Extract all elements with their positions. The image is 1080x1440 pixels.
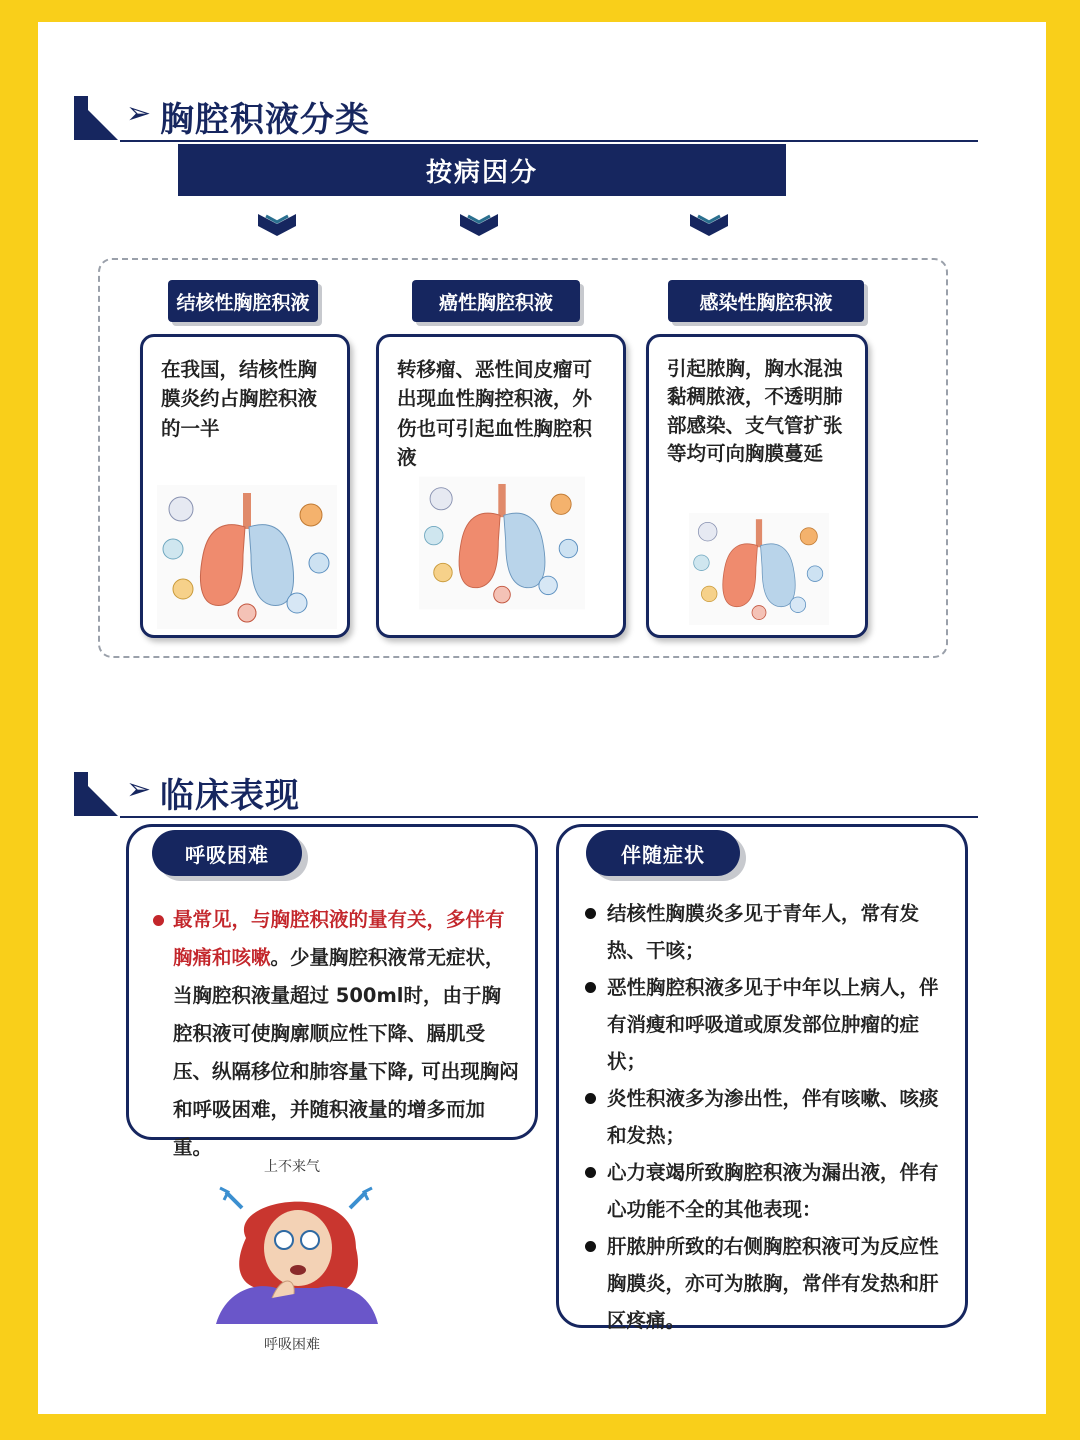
dyspnea-highlight: 最常见，与胸腔积液的量有关，多伴有胸痛和咳嗽 <box>173 908 505 969</box>
bullet-dot <box>153 915 164 926</box>
chevron-down-icon <box>256 206 298 240</box>
lung-illustration <box>679 513 839 625</box>
category-tag-infectious: 感染性胸腔积液 <box>668 280 864 322</box>
symptoms-list <box>585 895 957 1339</box>
category-description: 在我国，结核性胸膜炎约占胸腔积液的一半 <box>161 358 318 440</box>
category-card-tuberculous <box>140 334 350 638</box>
category-description: 引起脓胸，胸水混浊黏稠脓液，不透明肺部感染、支气管扩张等均可向胸膜蔓延 <box>667 357 843 465</box>
list-item: 肝脓肿所致的右侧胸腔积液可为反应性胸膜炎，亦可为脓胸，常伴有发热和肝区疼痛。 <box>585 1228 957 1339</box>
lung-illustration <box>157 485 337 629</box>
breathless-person-illustration <box>206 1178 386 1324</box>
symptoms-panel <box>556 824 968 1332</box>
section-title: 临床表现 <box>160 776 300 816</box>
section-header-classification <box>74 88 978 148</box>
dyspnea-description <box>173 901 519 1167</box>
list-item: 恶性胸腔积液多见于中年以上病人，伴有消瘦和呼吸道或原发部位肿瘤的症状； <box>585 969 957 1080</box>
category-tag-malignant: 癌性胸腔积液 <box>412 280 580 322</box>
page <box>38 22 1046 1414</box>
illustration-caption-top: 上不来气 <box>264 1159 320 1175</box>
section-header-clinical <box>74 764 978 824</box>
dyspnea-tag: 呼吸困难 <box>152 830 302 876</box>
category-tag-tuberculous: 结核性胸腔积液 <box>168 280 318 322</box>
category-card-malignant <box>376 334 626 638</box>
category-banner: 按病因分 <box>178 144 786 196</box>
category-description: 转移瘤、恶性间皮瘤可出现血性胸控积液，外伤也可引起血性胸腔积液 <box>397 358 593 469</box>
illustration-caption-bottom: 呼吸困难 <box>264 1337 320 1353</box>
chevron-down-icon <box>688 206 730 240</box>
divider <box>120 140 978 142</box>
dyspnea-body: 。少量胸腔积液常无症状，当胸腔积液量超过 500ml时，由于胸腔积液可使胸廓顺应性下降、膈肌受压、纵隔移位和肺容量下降, 可出现胸闷和呼吸困难，并随积液量的增多而加重。 <box>173 946 519 1159</box>
chevron-down-icon <box>458 206 500 240</box>
category-card-infectious <box>646 334 868 638</box>
arrow-icon: ➢ <box>126 96 152 131</box>
list-item: 心力衰竭所致胸腔积液为漏出液，伴有心功能不全的其他表现： <box>585 1154 957 1228</box>
section-title: 胸腔积液分类 <box>160 100 370 140</box>
list-item: 结核性胸膜炎多见于青年人，常有发热、干咳； <box>585 895 957 969</box>
divider <box>120 816 978 818</box>
symptoms-tag: 伴随症状 <box>586 830 740 876</box>
header-bar-decor <box>74 96 88 140</box>
header-bar-decor <box>74 772 88 816</box>
arrow-icon: ➢ <box>126 772 152 807</box>
list-item: 炎性积液多为渗出性，伴有咳嗽、咳痰和发热； <box>585 1080 957 1154</box>
lung-illustration <box>419 465 585 621</box>
